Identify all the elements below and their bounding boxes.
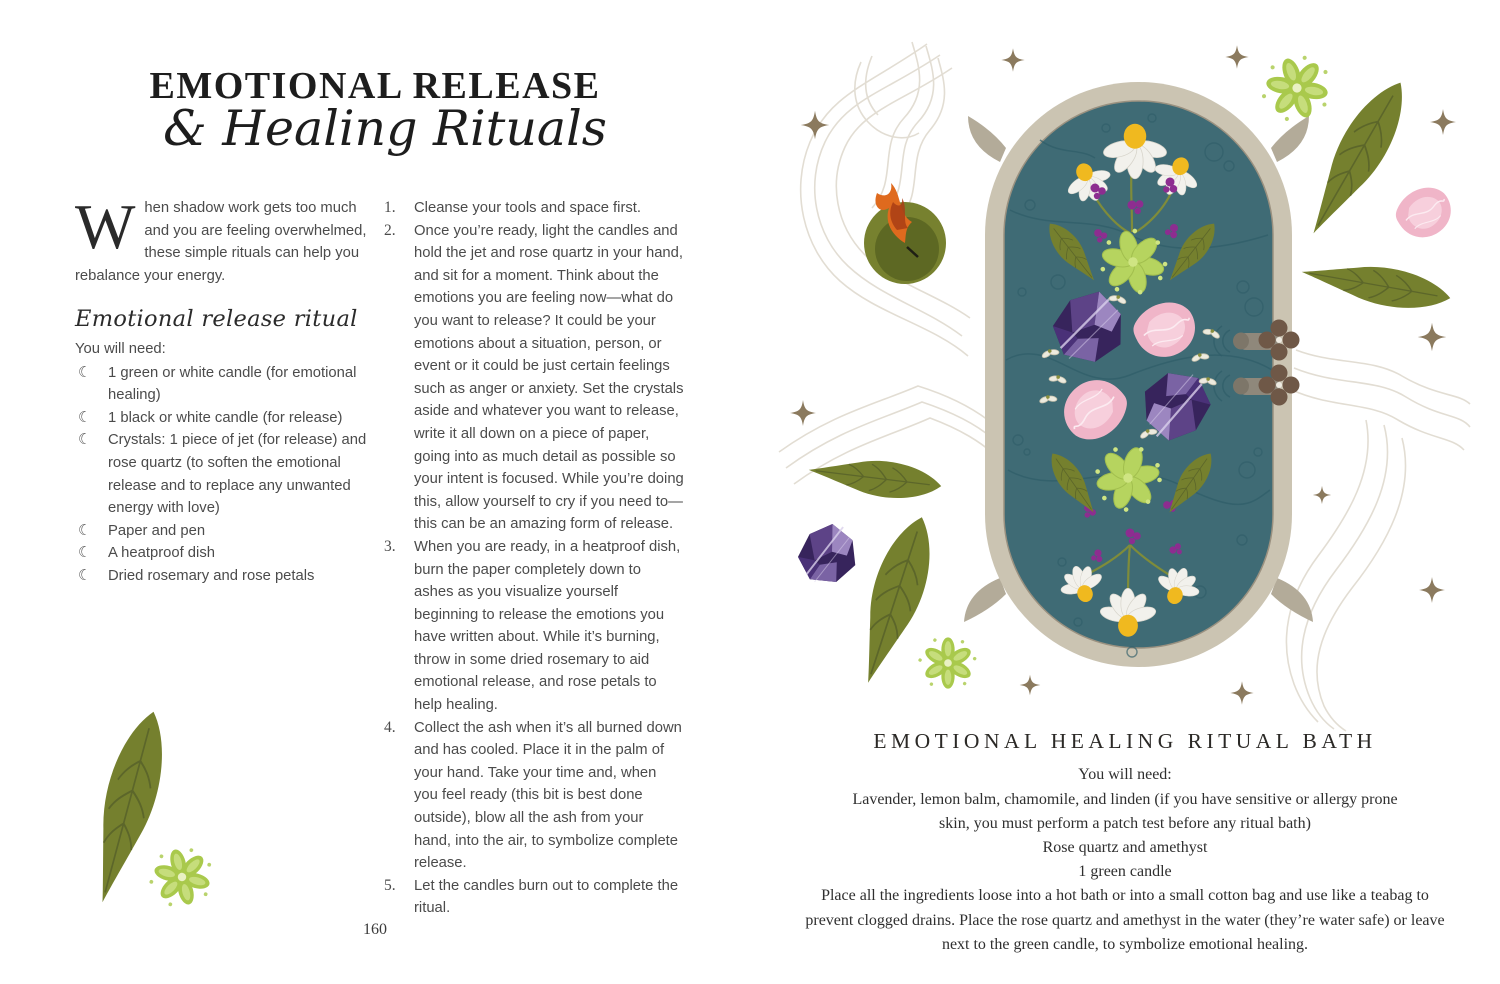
ingredient-line: Lavender, lemon balm, chamomile, and linden (if you have sensitive or allergy prone	[852, 791, 1398, 808]
section-heading: Emotional release ritual	[75, 306, 358, 333]
ritual-step	[384, 536, 684, 717]
crescent-moon-icon: ☾	[78, 408, 92, 426]
step-number: 2.	[384, 221, 396, 239]
step-text: Let the candles burn out to complete the ritual.	[414, 877, 679, 917]
ingredient-line: skin, you must perform a patch test before any ritual bath)	[939, 815, 1311, 832]
right-column	[384, 197, 684, 920]
crescent-moon-icon: ☾	[78, 363, 92, 381]
ingredient-line: Rose quartz and amethyst	[1042, 839, 1208, 856]
crescent-moon-icon: ☾	[78, 566, 92, 584]
supply-item	[75, 520, 373, 543]
step-number: 5.	[384, 876, 396, 894]
dropcap: W	[75, 191, 136, 262]
bath-you-will-need-label: You will need:	[1078, 766, 1172, 783]
ingredient-line: 1 green candle	[1078, 863, 1172, 880]
supplies-list	[75, 362, 373, 588]
crescent-moon-icon: ☾	[78, 521, 92, 539]
supply-text: Crystals: 1 piece of jet (for release) and rose quartz (to soften the emotional release and to replace any unwanted energy with love)	[108, 432, 367, 517]
step-text: Once you’re ready, light the candles and hold the jet and rose quartz in your hand, and sit for a moment. Think about the emotions you are feeling now—what do you want to release? It could be your emotions about a situation, person, or event or it could be just certain feelings such as anger or anxiety. Set the crystals aside and whatever you want to release, write it all down on a piece of paper, going into as much detail as possible so your intent is focused. While you’re doing this, allow yourself to cry if you need to—this can be an amazing form of release.	[414, 222, 684, 533]
intro-text: hen shadow work gets too much and you are feeling overwhelmed, these simple rituals can help you rebalance your energy.	[75, 200, 367, 284]
supply-item	[75, 542, 373, 565]
ritual-step	[384, 197, 684, 220]
supply-text: 1 black or white candle (for release)	[108, 409, 343, 426]
supply-item	[75, 429, 373, 519]
crescent-moon-icon: ☾	[78, 431, 92, 449]
step-text: Collect the ash when it’s all burned down and has cooled. Place it in the palm of your hand. Take your time and, when you feel ready (this bit is best done outside), blow all the ash from your hand, into the air, to symbolize complete release.	[414, 719, 682, 872]
ritual-step	[384, 717, 684, 875]
step-number: 1.	[384, 199, 396, 216]
step-text: When you are ready, in a heatproof dish, burn the paper completely down to ashes as you visualize yourself beginning to release the emotions you have written about. While it’s burning, throw in some dried rosemary to aid emotional release, and rose petals to help healing.	[414, 538, 681, 714]
page-number: 160	[363, 921, 387, 938]
supply-text: A heatproof dish	[108, 545, 215, 562]
intro-paragraph	[75, 191, 373, 287]
steps-list	[384, 197, 684, 920]
ritual-step	[384, 220, 684, 536]
supply-item	[75, 565, 373, 588]
bath-instructions: Place all the ingredients loose into a hot bath or into a small cotton bag and use like a teabag to prevent clogged drains. Place the rose quartz and amethyst in the water (they’re water safe) or leave next to the green candle, to symbolize emotional healing.	[805, 887, 1445, 953]
step-number: 3.	[384, 537, 396, 555]
right-page	[750, 0, 1500, 984]
you-will-need-label: You will need:	[75, 340, 166, 357]
chapter-title-line1: EMOTIONAL RELEASE	[149, 65, 601, 107]
supply-text: Dried rosemary and rose petals	[108, 567, 315, 584]
step-text: Cleanse your tools and space first.	[414, 200, 642, 216]
step-number: 4.	[384, 718, 396, 736]
supply-text: 1 green or white candle (for emotional healing)	[108, 364, 357, 404]
supply-item	[75, 407, 373, 430]
left-column	[75, 191, 373, 588]
supply-text: Paper and pen	[108, 522, 206, 539]
bath-heading: EMOTIONAL HEALING RITUAL BATH	[873, 729, 1377, 753]
ingredients	[750, 788, 1500, 884]
crescent-moon-icon: ☾	[78, 544, 92, 562]
chapter-title-line2: & Healing Rituals	[163, 100, 607, 157]
ritual-step	[384, 875, 684, 920]
supply-item	[75, 362, 373, 407]
